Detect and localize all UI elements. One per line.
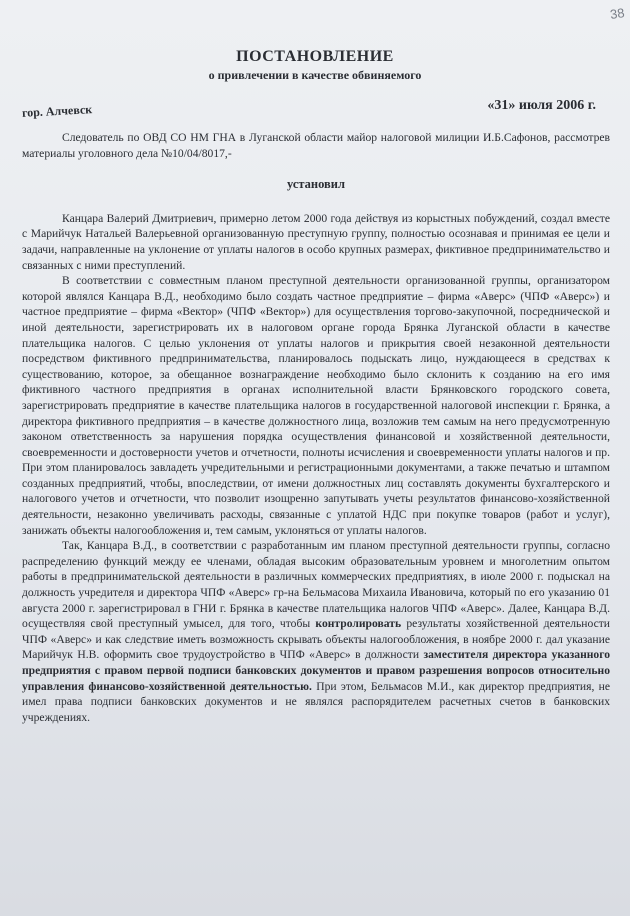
document-subtitle: о привлечении в качестве обвиняемого <box>208 68 422 82</box>
paragraph-1: Канцара Валерий Дмитриевич, примерно летом 2000 года действуя из корыстных побуждений, создал вместе с Марийчук Натальей Валерьевной организованную преступную группу, полностью осознавая и принимая ее цели и задачи, направленные на уклонение от уплаты налогов в особо крупных размерах, фиктивное предпринимательство и связанных с ними преступлений. <box>22 211 610 272</box>
city-line: гор. Алчевск <box>21 102 93 120</box>
document-body <box>22 130 610 725</box>
paragraph-3 <box>22 538 610 725</box>
section-heading: установил <box>286 177 346 192</box>
date-line: «31» июля 2006 г. <box>487 98 596 113</box>
intro-paragraph: Следователь по ОВД СО НМ ГНА в Луганской области майор налоговой милиции И.Б.Сафонов, рассмотрев материалы уголовного дела №10/04/8017,- <box>22 131 610 160</box>
p3-text-2: результаты хозяйственной деятельности ЧПФ «Аверс» и как следствие иметь возможность скрывать объекты налогообложения, в ноябре 2000 г. дал указание Марийчук Н.В. оформить свое трудоустройство в ЧПФ «Аверс» в должности <box>22 617 610 662</box>
page-number: 38 <box>608 5 625 22</box>
p3-text-1: Так, Канцара В.Д., в соответствии с разработанным им планом преступной деятельности группы, согласно распределению функций между ее членами, обладая высоким образовательным уровнем и многолетним опытом работы в предпринимательской деятельности в различных коммерческих предприятиях, в июле 2000 г. подыскал на должность учредителя и директора ЧПФ «Аверс» гр-на Бельмасова Михаила Ивановича, который по его указанию 01 августа 2000 г. зарегистрировал в ГНИ г. Брянка в качестве плательщика налогов ЧПФ «Аверс». Далее, Канцара В.Д. осуществляя свой преступный умысел, для того, чтобы <box>22 539 610 631</box>
p3-bold-1: контролировать <box>315 617 402 631</box>
paragraph-2: В соответствии с совместным планом преступной деятельности организованной группы, организатором которой являлся Канцара В.Д., необходимо было создать частное предприятие – фирма «Аверс» (ЧПФ «Аверс») и частное предприятие – фирма «Вектор» (ЧПФ «Вектор») для осуществления торгово-закупочной, посреднической и иной деятельности, зарегистрировать их в налоговом органе города Брянка Луганской области в качестве плательщика налогов. С целью уклонения от уплаты налогов и прикрытия своей незаконной деятельности посредством фиктивного предпринимательства, планировалось подыскать лицо, нуждающееся в средствах к существованию, которое, за обещанное вознаграждение необходимо было склонить к созданию на его имя фиктивного частного предприятия в органах исполнительной власти Брянковского городского совета, зарегистрировать предприятие в качестве плательщика налогов в государственной налоговой инспекции г. Брянка, а директора фиктивного предприятия – в качестве должностного лица, возложив тем самым на него предусмотренную законом ответственность за нарушения порядка осуществления финансовой и хозяйственной деятельности, своевременности и достоверности учетов и отчетности, полноты исчисления и своевременности уплаты налогов и пр. При этом планировалось завладеть учредительными и регистрационными документами, а также печатью и штампом созданных предприятий, чтобы, впоследствии, от имени должностных лиц составлять документы бухгалтерского и налогового учетов и отчетности, что позволит изощренно запутывать учеты результатов финансово-хозяйственной деятельности, незаконно увеличивать расходы, связанные с уплатой НДС при покупке товаров (работ и услуг), занижать объекты налогообложения и, тем самым, уклоняться от уплаты налогов. <box>22 274 610 537</box>
p3-text-3: При этом, Бельмасов М.И., как директор предприятия, не имел права подписи банковских документов и не являлся распорядителем расчетных счетов в банковских учреждениях. <box>22 679 611 724</box>
p3-bold-2: заместителя директора указанного предприятия с правом первой подписи банковских документов и правом разрешения вопросов относительно управления финансово-хозяйственной деятельностью. <box>22 648 611 693</box>
document-title: ПОСТАНОВЛЕНИЕ <box>236 48 394 65</box>
